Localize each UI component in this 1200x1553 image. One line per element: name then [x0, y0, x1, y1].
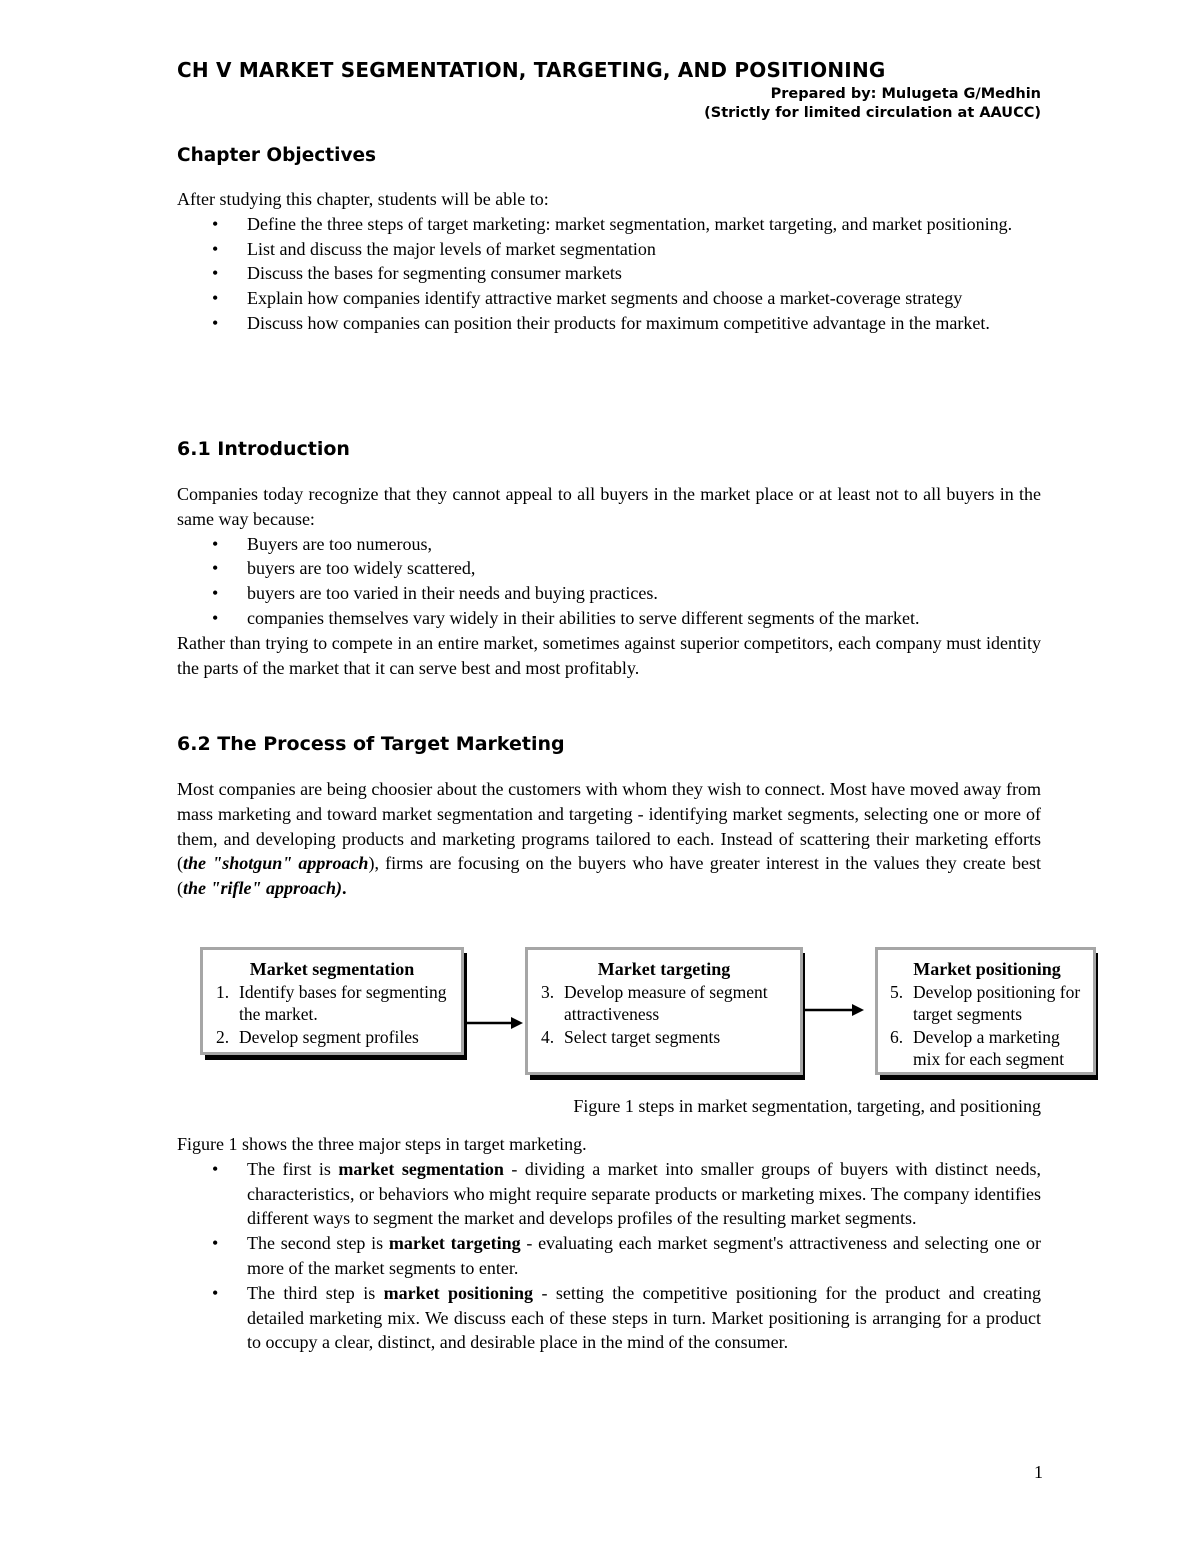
reasons-list	[177, 532, 1041, 631]
prepared-by: Prepared by: Mulugeta G/Medhin	[770, 86, 1041, 102]
steps-intro: Figure 1 shows the three major steps in target marketing.	[177, 1134, 587, 1154]
figure-caption: Figure 1 steps in market segmentation, targeting, and positioning	[573, 1096, 1041, 1116]
box-shadow	[205, 1055, 467, 1060]
rifle-term: the "rifle" approach)	[183, 878, 342, 899]
list-item: • The third step is market positioning - setting the competitive positioning for the product and creating detailed marketing mix. We discuss each of these steps in turn. Market positioning is arranging for a product to occupy a clear, distinct, and desirable place in the mind of the consumer.	[212, 1282, 1041, 1353]
steps-list	[538, 981, 790, 1049]
box-shadow	[530, 1075, 805, 1080]
shotgun-term: the "shotgun" approach	[183, 853, 369, 874]
page-number: 1	[1034, 1462, 1043, 1482]
bullet-icon: •	[212, 238, 219, 259]
list-item: • Explain how companies identify attractive market segments and choose a market-coverage strategy	[177, 286, 1041, 311]
circulation-note: (Strictly for limited circulation at AAUCC)	[704, 105, 1041, 121]
targeting-box	[525, 947, 803, 1075]
list-item: • buyers are too varied in their needs and buying practices.	[177, 581, 1041, 606]
steps-list	[887, 981, 1087, 1071]
process-heading: 6.2 The Process of Target Marketing	[177, 733, 565, 755]
bullet-icon: •	[212, 1158, 219, 1179]
list-item: • The second step is market targeting - evaluating each market segment's attractiveness and selecting one or more of the market segments to enter.	[212, 1233, 1041, 1278]
bullet-icon: •	[212, 213, 219, 234]
bullet-icon: •	[212, 263, 219, 284]
steps-list	[213, 981, 451, 1049]
steps-list	[177, 1157, 1041, 1355]
bullet-icon: •	[212, 312, 219, 333]
process-paragraph: Most companies are being choosier about the customers with whom they wish to connect. Most have moved away from mass marketing and toward market segmentation and targeting - identifying market segments, selecting one or more of them, and developing products and marketing programs tailored to each. Instead of scattering their marketing efforts (the "shotgun" approach), firms are focusing on the buyers who have greater interest in the values they create best (the "rifle" approach).	[177, 779, 1042, 899]
segmentation-box	[200, 947, 464, 1055]
bullet-icon: •	[212, 533, 219, 554]
steps-section	[177, 1132, 1041, 1355]
box-title: Market segmentation	[249, 959, 415, 979]
introduction-paragraph: Companies today recognize that they cannot appeal to all buyers in the market place or at least not to all buyers in the same way because:	[177, 484, 1041, 529]
list-item: 1. Identify bases for segmenting the market.	[216, 981, 447, 1024]
box-title: Market targeting	[597, 959, 731, 979]
process-section	[177, 777, 1041, 901]
introduction-section	[177, 482, 1041, 680]
box-shadow	[880, 1075, 1098, 1080]
list-item: • Buyers are too numerous,	[177, 532, 1041, 557]
introduction-heading: 6.1 Introduction	[177, 438, 350, 460]
objectives-intro: After studying this chapter, students will be able to:	[177, 189, 549, 209]
arrow-right-icon	[465, 1013, 525, 1033]
list-item: • List and discuss the major levels of market segmentation	[177, 237, 1041, 262]
objectives-heading: Chapter Objectives	[177, 145, 377, 166]
bullet-icon: •	[212, 607, 219, 628]
arrow-right-icon	[804, 1000, 866, 1020]
list-item: • Define the three steps of target marketing: market segmentation, market targeting, and market positioning.	[177, 212, 1041, 237]
document-title: CH V MARKET SEGMENTATION, TARGETING, AND POSITIONING	[177, 58, 886, 82]
bullet-icon: •	[212, 583, 219, 604]
list-item: 3. Develop measure of segment attractiveness	[541, 981, 768, 1024]
list-item: • companies themselves vary widely in their abilities to serve different segments of the market.	[177, 606, 1041, 631]
list-item: 2. Develop segment profiles	[216, 1026, 419, 1047]
list-item: • The first is market segmentation - dividing a market into smaller groups of buyers with distinct needs, characteristics, or behaviors who might require separate products or marketing mixes. The company identifies different ways to segment the market and develops profiles of the resulting market segments.	[212, 1158, 1041, 1229]
objectives-list	[177, 212, 1041, 336]
bullet-icon: •	[212, 1233, 219, 1254]
list-item: 5. Develop positioning for target segments	[890, 981, 1081, 1024]
bullet-icon: •	[212, 1282, 219, 1303]
author-block	[704, 85, 1041, 123]
introduction-conclusion: Rather than trying to compete in an entire market, sometimes against superior competitors, each company must identity the parts of the market that it can serve best and most profitably.	[177, 632, 1041, 678]
list-item: 4. Select target segments	[541, 1026, 721, 1047]
list-item: • Discuss the bases for segmenting consumer markets	[177, 261, 1041, 286]
list-item: 6. Develop a marketing mix for each segment	[890, 1026, 1065, 1069]
box-title: Market positioning	[913, 959, 1061, 979]
objectives-section	[177, 187, 1041, 336]
bullet-icon: •	[212, 288, 219, 309]
list-item: • buyers are too widely scattered,	[177, 556, 1041, 581]
list-item: • Discuss how companies can position their products for maximum competitive advantage in the market.	[177, 311, 1041, 336]
bullet-icon: •	[212, 558, 219, 579]
positioning-box	[875, 947, 1096, 1075]
